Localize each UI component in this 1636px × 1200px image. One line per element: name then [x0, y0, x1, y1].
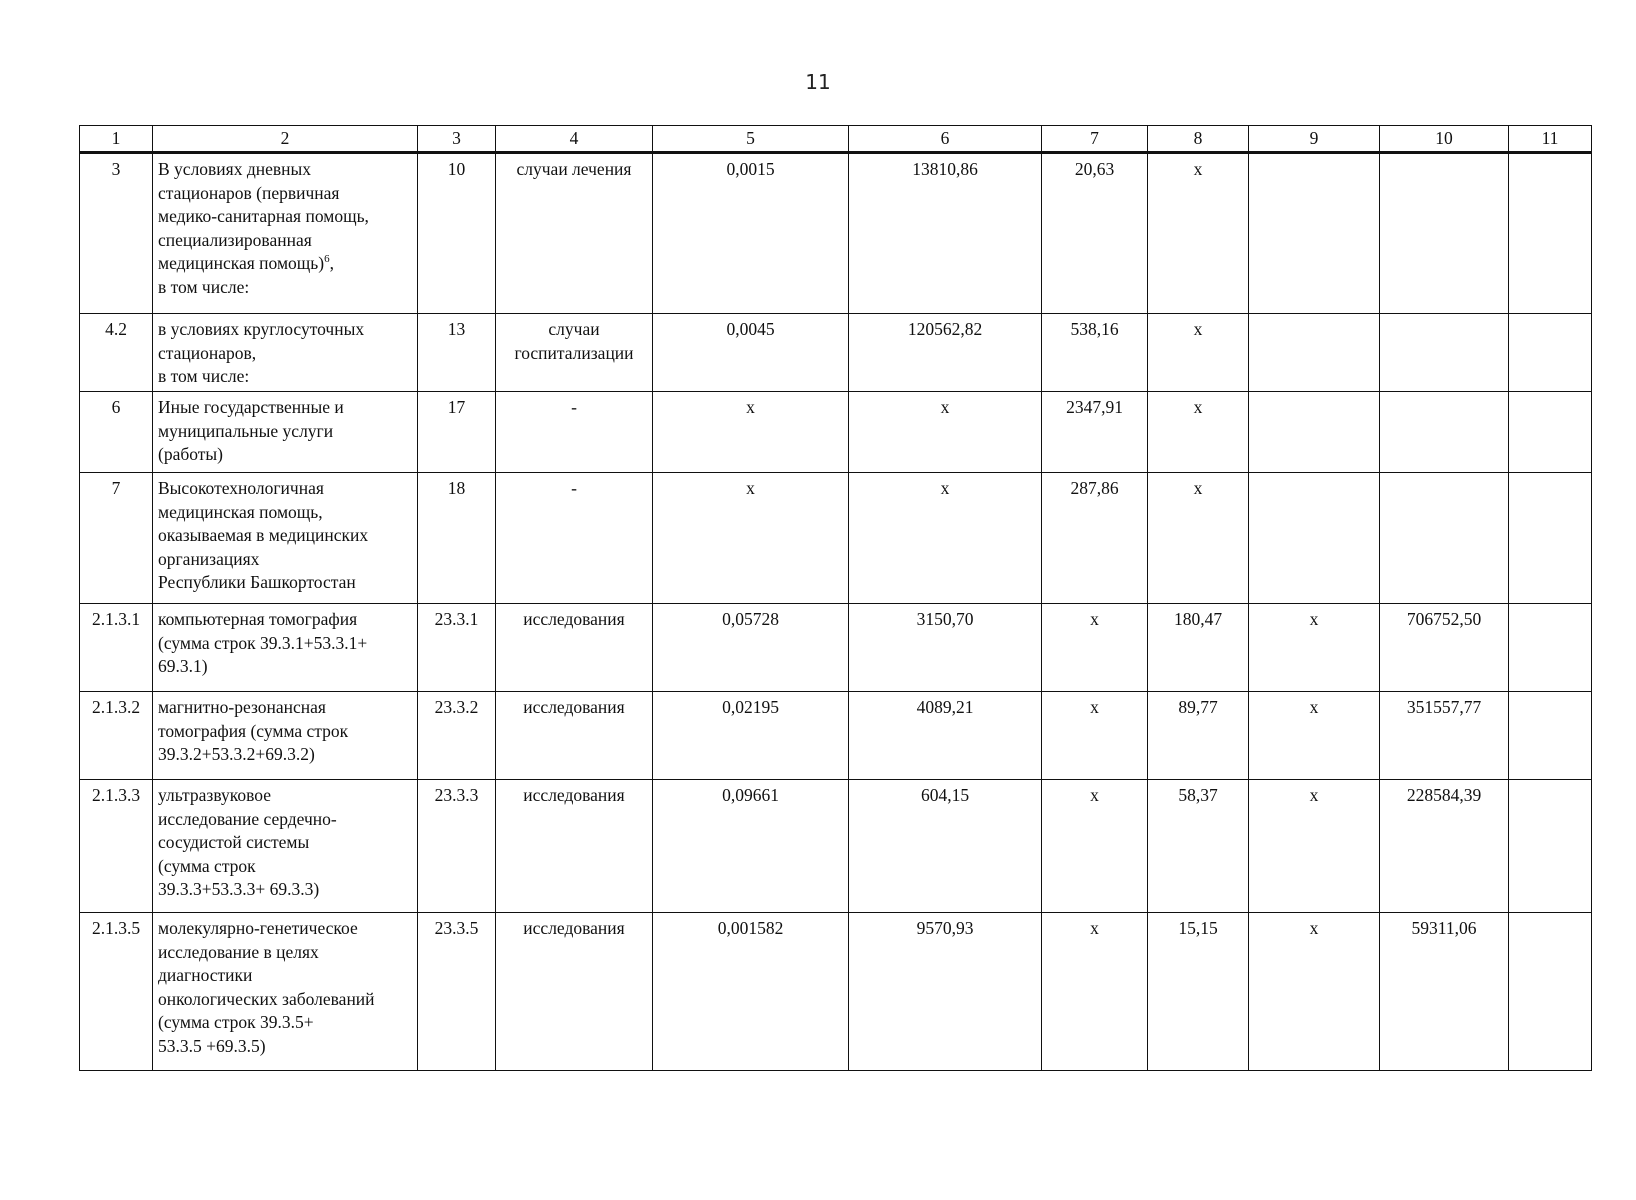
cell-col9: х [1249, 913, 1380, 1071]
row-name-line: сосудистой системы [158, 832, 310, 852]
header-row [80, 126, 1592, 153]
data-table [79, 125, 1592, 1071]
row-name-line: В условиях дневных [158, 159, 312, 179]
row-name [153, 604, 418, 692]
cell-col5: 0,0015 [653, 153, 849, 314]
cell-col6: 604,15 [849, 780, 1042, 913]
page-number: 11 [805, 70, 831, 94]
row-name [153, 780, 418, 913]
row-unit: исследования [496, 913, 653, 1071]
table-row [80, 780, 1592, 913]
cell-col7: 287,86 [1042, 473, 1148, 604]
cell-col11 [1509, 604, 1592, 692]
row-name-line: Высокотехнологичная [158, 478, 324, 498]
row-name [153, 692, 418, 780]
cell-col11 [1509, 780, 1592, 913]
cell-col6: 13810,86 [849, 153, 1042, 314]
column-header: 4 [496, 126, 653, 153]
row-code: 23.3.2 [418, 692, 496, 780]
row-unit: случаи лечения [496, 153, 653, 314]
cell-col5: 0,02195 [653, 692, 849, 780]
cell-col6: 120562,82 [849, 314, 1042, 392]
row-name-line: (сумма строк 39.3.1+53.3.1+ [158, 632, 368, 653]
column-header: 1 [80, 126, 153, 153]
table-row [80, 153, 1592, 314]
cell-col7: х [1042, 692, 1148, 780]
table-row [80, 473, 1592, 604]
row-unit: исследования [496, 780, 653, 913]
row-name-line: в условиях круглосуточных [158, 319, 365, 339]
cell-col7: 538,16 [1042, 314, 1148, 392]
cell-col11 [1509, 153, 1592, 314]
row-unit [496, 314, 653, 392]
table-row [80, 604, 1592, 692]
cell-col7: 2347,91 [1042, 392, 1148, 473]
row-name-line: стационаров (первичная [158, 182, 340, 203]
cell-col9: х [1249, 692, 1380, 780]
row-number: 2.1.3.5 [80, 913, 153, 1071]
cell-col7: х [1042, 913, 1148, 1071]
row-name-text: , [329, 253, 334, 273]
row-name-line: молекулярно-генетическое [158, 918, 358, 938]
column-header: 3 [418, 126, 496, 153]
row-code: 23.3.1 [418, 604, 496, 692]
row-name-line: диагностики [158, 965, 253, 985]
cell-col6: 9570,93 [849, 913, 1042, 1071]
cell-col8: х [1148, 392, 1249, 473]
row-name-line: оказываемая в медицинских [158, 525, 369, 545]
cell-col8: 58,37 [1148, 780, 1249, 913]
row-name [153, 913, 418, 1071]
cell-col6: х [849, 392, 1042, 473]
table-row [80, 314, 1592, 392]
column-header: 7 [1042, 126, 1148, 153]
row-number: 2.1.3.1 [80, 604, 153, 692]
row-name-line: исследование сердечно- [158, 808, 337, 829]
row-name-text: медицинская помощь) [158, 253, 325, 273]
cell-col9 [1249, 153, 1380, 314]
row-number: 4.2 [80, 314, 153, 392]
cell-col8: 89,77 [1148, 692, 1249, 780]
row-unit: исследования [496, 692, 653, 780]
row-name-line: онкологических заболеваний [158, 988, 375, 1009]
row-name-line: 39.3.2+53.3.2+69.3.2) [158, 744, 315, 764]
cell-col10: 59311,06 [1380, 913, 1509, 1071]
row-name-line: исследование в целях [158, 941, 319, 962]
cell-col9: х [1249, 604, 1380, 692]
row-name-line: компьютерная томография [158, 609, 358, 629]
row-number: 3 [80, 153, 153, 314]
cell-col11 [1509, 392, 1592, 473]
row-unit-line: госпитализации [514, 342, 634, 363]
cell-col8: 180,47 [1148, 604, 1249, 692]
row-code: 18 [418, 473, 496, 604]
row-name-line: (сумма строк 39.3.5+ [158, 1012, 314, 1032]
table-row [80, 913, 1592, 1071]
cell-col7: 20,63 [1042, 153, 1148, 314]
cell-col10 [1380, 314, 1509, 392]
cell-col10 [1380, 473, 1509, 604]
cell-col11 [1509, 314, 1592, 392]
row-name-line: Иные государственные и [158, 397, 344, 417]
cell-col5: 0,05728 [653, 604, 849, 692]
cell-col6: 3150,70 [849, 604, 1042, 692]
row-name-line: специализированная [158, 229, 312, 250]
row-code: 10 [418, 153, 496, 314]
cell-col10 [1380, 153, 1509, 314]
footnote-marker: 6 [324, 253, 330, 266]
cell-col10: 706752,50 [1380, 604, 1509, 692]
cell-col9 [1249, 392, 1380, 473]
row-name-line: (сумма строк [158, 855, 256, 876]
cell-col10: 351557,77 [1380, 692, 1509, 780]
row-unit: исследования [496, 604, 653, 692]
cell-col5: 0,09661 [653, 780, 849, 913]
column-header: 5 [653, 126, 849, 153]
row-number: 2.1.3.3 [80, 780, 153, 913]
row-name-line: 53.3.5 +69.3.5) [158, 1035, 266, 1056]
row-code: 23.3.3 [418, 780, 496, 913]
cell-col5: 0,0045 [653, 314, 849, 392]
cell-col9 [1249, 473, 1380, 604]
row-name [153, 392, 418, 473]
column-header: 8 [1148, 126, 1249, 153]
cell-col7: х [1042, 604, 1148, 692]
table-row [80, 692, 1592, 780]
cell-col9: х [1249, 780, 1380, 913]
row-name-line: Республики Башкортостан [158, 572, 356, 592]
row-name-line: (работы) [158, 444, 224, 464]
cell-col8: 15,15 [1148, 913, 1249, 1071]
row-code: 23.3.5 [418, 913, 496, 1071]
row-number: 7 [80, 473, 153, 604]
row-number: 6 [80, 392, 153, 473]
row-name-line: медико-санитарная помощь, [158, 206, 369, 226]
row-unit: - [496, 392, 653, 473]
row-name-line: томография (сумма строк [158, 720, 349, 741]
cell-col6: х [849, 473, 1042, 604]
row-name [153, 153, 418, 314]
cell-col5: х [653, 473, 849, 604]
row-name-line: в том числе: [158, 276, 250, 297]
column-header: 11 [1509, 126, 1592, 153]
row-name-line [158, 252, 412, 276]
row-unit-line: случаи [548, 319, 600, 339]
cell-col9 [1249, 314, 1380, 392]
row-name-line: стационаров, [158, 342, 257, 363]
cell-col8: х [1148, 473, 1249, 604]
cell-col11 [1509, 692, 1592, 780]
row-name-line: ультразвуковое [158, 785, 271, 805]
row-name-line: муниципальные услуги [158, 420, 334, 441]
cell-col7: х [1042, 780, 1148, 913]
row-code: 13 [418, 314, 496, 392]
row-name-line: 39.3.3+53.3.3+ 69.3.3) [158, 879, 320, 899]
row-name [153, 314, 418, 392]
row-name-line: в том числе: [158, 366, 250, 386]
cell-col10: 228584,39 [1380, 780, 1509, 913]
cell-col11 [1509, 913, 1592, 1071]
row-code: 17 [418, 392, 496, 473]
cell-col5: 0,001582 [653, 913, 849, 1071]
column-header: 2 [153, 126, 418, 153]
row-number: 2.1.3.2 [80, 692, 153, 780]
column-header: 6 [849, 126, 1042, 153]
cell-col8: х [1148, 314, 1249, 392]
row-unit: - [496, 473, 653, 604]
cell-col10 [1380, 392, 1509, 473]
table-row [80, 392, 1592, 473]
row-name-line: организациях [158, 548, 260, 569]
cell-col5: х [653, 392, 849, 473]
column-header: 10 [1380, 126, 1509, 153]
column-header: 9 [1249, 126, 1380, 153]
row-name-line: 69.3.1) [158, 656, 208, 676]
row-name-line: медицинская помощь, [158, 501, 323, 522]
cell-col11 [1509, 473, 1592, 604]
row-name [153, 473, 418, 604]
cell-col6: 4089,21 [849, 692, 1042, 780]
row-name-line: магнитно-резонансная [158, 697, 326, 717]
cell-col8: х [1148, 153, 1249, 314]
